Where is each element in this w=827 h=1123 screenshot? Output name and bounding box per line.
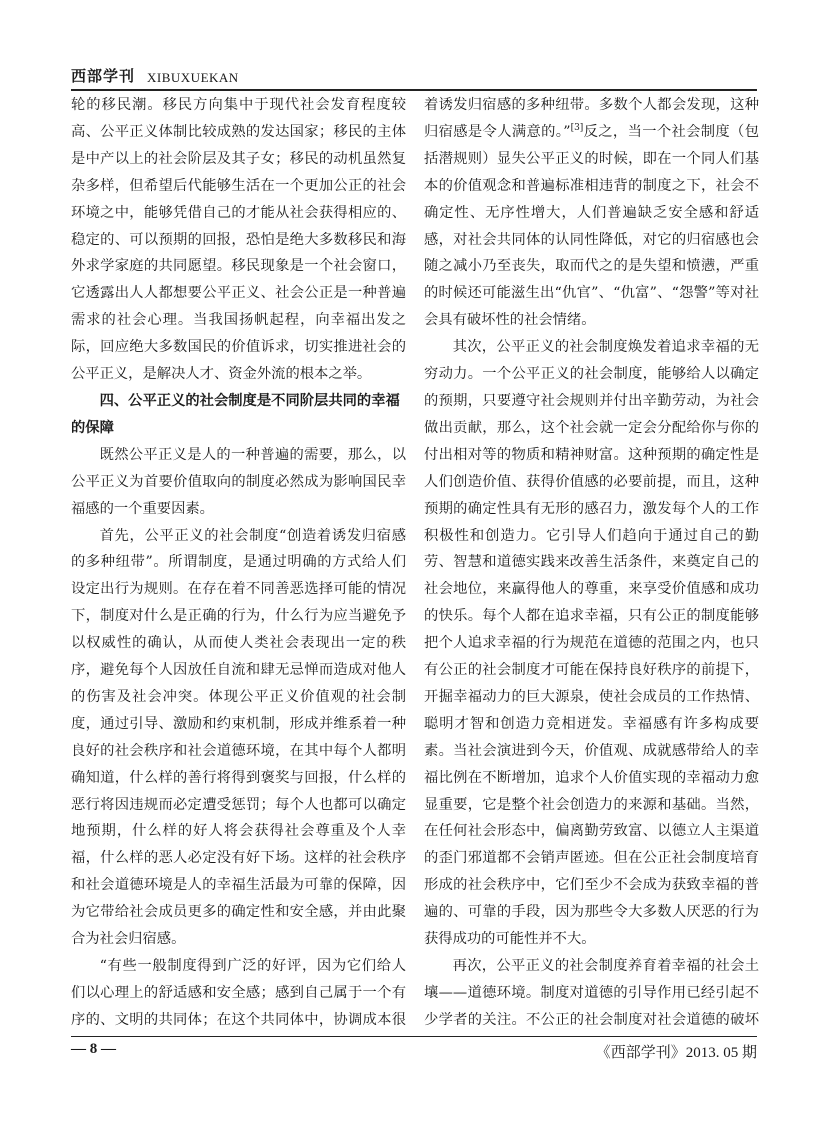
paragraph: 再次，公平正义的社会制度养育着幸福的社会土壤——道德环境。制度对道德的引导作用已经引起不少学者的关注。不公正的社会制度对社会道德的破坏 [424,958,759,1027]
paragraph: 既然公平正义是人的一种普遍的需要，那么，以公平正义为首要价值取向的制度必然成为影响国民幸福感的一个重要因素。 [71,446,406,517]
page-number: — 8 — [71,1041,116,1057]
page-footer [71,1036,757,1069]
paragraph: 轮的移民潮。移民方向集中于现代社会发育程度较高、公平正义体制比较成熟的发达国家；移民的主体是中产以上的社会阶层及其子女；移民的动机虽然复杂多样，但希望后代能够生活在一个更加公正的社会环境之中，能够凭借自己的才能从社会获得相应的、稳定的、可以预期的回报，恐怕是绝大多数移民和海外求学家庭的共同愿望。移民现象是一个社会窗口，它透露出人人都想要公平正义、社会公正是一种普遍需求的社会心理。当我国扬帆起程，向幸福出发之际，回应绝大多数国民的价值诉求，切实推进社会的公平正义，是解决人才、资金外流的根本之举。 [71,97,406,383]
paragraph: 其次，公平正义的社会制度焕发着追求幸福的无穷动力。一个公平正义的社会制度，能够给人以确定的预期，只要遵守社会规则并付出辛勤劳动，为社会做出贡献，那么，这个社会就一定会分配给你与你的付出相对等的物质和精神财富。这种预期的确定性是人们创造价值、获得价值感的必要前提，而且，这种预期的确定性具有无形的感召力，激发每个人的工作积极性和创造力。它引导人们趋向于通过自己的勤劳、智慧和道德实践来改善生活条件，来奠定自己的社会地位，来赢得他人的尊重，来享受价值感和成功的快乐。每个人都在追求幸福，只有公正的制度能够把个人追求幸福的行为规范在道德的范围之内，也只有公正的社会制度才可能在保持良好秩序的前提下，开掘幸福动力的巨大源泉，使社会成员的工作热情、聪明才智和创造力竞相迸发。幸福感有许多构成要素。当社会演进到今天，价值观、成就感带给人的幸福比例在不断增加，追求个人价值实现的幸福动力愈显重要，它是整个社会创造力的来源和基础。当然，在任何社会形态中，偏离勤劳致富、以德立人主渠道的歪门邪道都不会销声匿迹。但在公正社会制度培育形成的社会秩序中，它们至少不会成为获致幸福的普遍的、可靠的手段，因为那些令大多数人厌恶的行为获得成功的可能性并不大。 [424,339,759,948]
journal-issue: 《西部学刊》2013. 05 期 [595,1045,757,1061]
left-column [71,92,406,1027]
paragraph-text: 反之，当一个社会制度（包括潜规则）显失公平正义的时候，即在一个同人们基本的价值观念和普遍标准相违背的制度之下，社会不确定性、无序性增大，人们普遍缺乏安全感和舒适感，对社会共同体的认同性降低，对它的归宿感也会随之减小乃至丧失，取而代之的是失望和愤懑，严重的时候还可能滋生出“仇官”、“仇富”、“怨警”等对社会具有破坏性的社会情绪。 [424,123,759,329]
journal-name-cn: 西部学刊 [71,67,136,85]
running-header [71,64,757,91]
journal-name-en: XIBUXUEKAN [147,70,239,85]
paragraph-text: 着诱发归宿感的多种纽带。多数个人都会发现，这种归宿感是令人满意的。” [424,97,759,140]
paragraph: “有些一般制度得到广泛的好评，因为它们给人们以心理上的舒适感和安全感；感到自己属于一个有序的、文明的共同体；在这个共同体中，协调成本很 [71,958,406,1027]
paragraph: 首先，公平正义的社会制度“创造着诱发归宿感的多种纽带”。所谓制度，是通过明确的方式给人们设定出行为规则。在存在着不同善恶选择可能的情况下，制度对什么是正确的行为，什么行为应当避免予以权威性的确认，从而使人类社会表现出一定的秩序，避免每个人因放任自流和肆无忌惮而造成对他人的伤害及社会冲突。体现公平正义价值观的社会制度，通过引导、激励和约束机制，形成并维系着一种良好的社会秩序和社会道德环境，在其中每个人都明确知道，什么样的善行将得到褒奖与回报，什么样的恶行将因违规而必定遭受惩罚；每个人也都可以确定地预期，什么样的好人将会获得社会尊重及个人幸福，什么样的恶人必定没有好下场。这样的社会秩序和社会道德环境是人的幸福生活最为可靠的保障，因为它带给社会成员更多的确定性和安全感，并由此聚合为社会归宿感。 [71,527,406,948]
paragraph [424,92,759,334]
section-heading: 四、公平正义的社会制度是不同阶层共同的幸福的保障 [71,392,400,436]
right-column [424,92,759,1027]
citation-ref: [3] [570,123,584,134]
